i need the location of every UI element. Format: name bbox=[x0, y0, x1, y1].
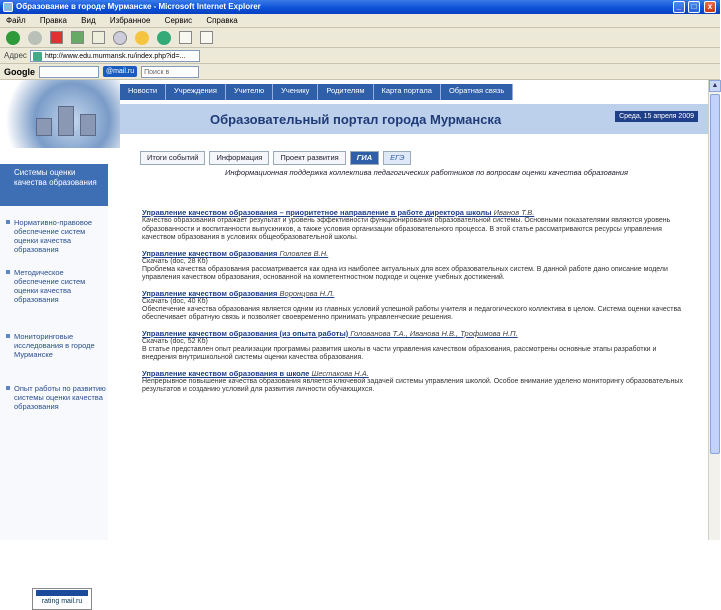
portal-title: Образовательный портал города Мурманска bbox=[210, 112, 502, 127]
address-input[interactable] bbox=[30, 50, 200, 62]
stop-button[interactable] bbox=[48, 30, 65, 46]
ie-app-icon bbox=[3, 2, 13, 12]
tab-gia[interactable]: ГИА bbox=[350, 151, 379, 165]
tab-development[interactable]: Проект развития bbox=[273, 151, 345, 165]
media-button[interactable] bbox=[155, 30, 173, 46]
scroll-up-arrow-icon[interactable]: ▲ bbox=[709, 80, 721, 92]
refresh-icon bbox=[71, 31, 84, 44]
mail-icon bbox=[179, 31, 192, 44]
article-title[interactable] bbox=[142, 249, 692, 258]
top-navigation bbox=[120, 84, 513, 100]
article-text: Непрерывное повышение качества образования является ключевой задачей системы управления школой. Особое внимание уделено мониторингу образовательных результатов и созданию условий для развития личности обучающихся. bbox=[142, 377, 683, 393]
address-label: Адрес bbox=[4, 51, 27, 60]
home-button[interactable] bbox=[90, 30, 107, 46]
nav-sitemap[interactable]: Карта портала bbox=[374, 84, 441, 100]
article-title-text[interactable]: Управление качеством образования bbox=[142, 288, 278, 298]
article-text: Качество образования отражает результат и уровень эффективности функционирования образовательной системы. Основными показателями являются уровень образованности и воспитанности выпускников, а также условия организации образовательного процесса. В этой статье рассматриваются ресурсы управления качеством образования в условиях общеобразовательной школы. bbox=[142, 217, 671, 241]
google-logo: Google bbox=[4, 66, 35, 77]
nav-student[interactable]: Ученику bbox=[273, 84, 318, 100]
page-subtitle: Информационная поддержка коллектива педагогических работников по вопросам оценки качества образования bbox=[225, 168, 629, 177]
sidebar-header[interactable]: Системы оценки качества образования bbox=[0, 164, 108, 206]
article bbox=[142, 369, 692, 395]
nav-news[interactable]: Новости bbox=[120, 84, 166, 100]
back-button[interactable] bbox=[4, 30, 22, 46]
internet-search-input[interactable]: Поиск в bbox=[141, 66, 199, 78]
address-url: http://www.edu.murmansk.ru/index.php?id=... bbox=[45, 52, 186, 60]
article-title-text[interactable]: Управление качеством образования – приоритетное направление в работе директора школы bbox=[142, 208, 492, 217]
article-file-link[interactable]: Скачать (doc, 40 Кб) bbox=[142, 297, 208, 305]
building-shape bbox=[36, 118, 52, 136]
tab-ege[interactable]: ЕГЭ bbox=[383, 151, 411, 165]
search-icon bbox=[113, 31, 127, 45]
menu-file[interactable]: Файл bbox=[6, 16, 26, 25]
article-title-text[interactable]: Управление качеством образования в школе bbox=[142, 368, 310, 378]
section-tabs bbox=[140, 151, 411, 165]
article-title[interactable] bbox=[142, 208, 692, 217]
article-author: Воронцова Н.Л. bbox=[279, 288, 335, 298]
print-button[interactable] bbox=[198, 30, 215, 46]
article-title-text[interactable]: Управление качеством образования (из опыта работы) bbox=[142, 328, 349, 338]
nav-feedback[interactable]: Обратная связь bbox=[441, 84, 513, 100]
article-title[interactable] bbox=[142, 369, 692, 378]
building-shape bbox=[80, 114, 96, 136]
menu-view[interactable]: Вид bbox=[81, 16, 96, 25]
rating-counter[interactable] bbox=[32, 588, 92, 610]
printer-icon bbox=[200, 31, 213, 44]
counter-label: rating mail.ru bbox=[41, 598, 83, 605]
menu-help[interactable]: Справка bbox=[206, 16, 238, 25]
article-title[interactable] bbox=[142, 329, 692, 338]
sidebar-item-methodical[interactable]: Методическое обеспечение систем оценки качества образования bbox=[6, 268, 106, 304]
building-shape bbox=[58, 106, 74, 136]
forward-arrow-icon bbox=[28, 31, 42, 45]
article-author: Иванов Т.В. bbox=[493, 208, 535, 217]
media-icon bbox=[157, 31, 171, 45]
back-arrow-icon bbox=[6, 31, 20, 45]
tab-events[interactable]: Итоги событий bbox=[140, 151, 205, 165]
scroll-thumb[interactable] bbox=[710, 94, 720, 454]
article-author: Шестакова Н.А. bbox=[311, 368, 369, 378]
favorites-button[interactable] bbox=[133, 30, 151, 46]
minimize-button[interactable]: _ bbox=[673, 1, 685, 13]
nav-teacher[interactable]: Учителю bbox=[226, 84, 273, 100]
mail-button[interactable] bbox=[177, 30, 194, 46]
article-file-link[interactable]: Скачать (doc, 28 Кб) bbox=[142, 257, 208, 265]
vertical-scrollbar[interactable] bbox=[708, 80, 720, 540]
google-toolbar bbox=[0, 64, 720, 80]
article-text: Обеспечение качества образования является одним из главных условий успешной работы учителя и педагогического коллектива в целом. Система оценки качества обеспечивает обратную связь и позволяет своевременно принимать управленческие решения. bbox=[142, 305, 682, 321]
menu-favorites[interactable]: Избранное bbox=[109, 16, 151, 25]
maximize-button[interactable]: □ bbox=[688, 1, 700, 13]
date-box: Среда, 15 апреля 2009 bbox=[615, 111, 698, 122]
page-viewport bbox=[0, 80, 708, 605]
site-logo[interactable] bbox=[0, 80, 120, 148]
close-button[interactable]: x bbox=[704, 1, 716, 13]
article bbox=[142, 289, 692, 323]
menubar bbox=[0, 14, 720, 28]
menu-edit[interactable]: Правка bbox=[39, 16, 67, 25]
nav-parents[interactable]: Родителям bbox=[318, 84, 373, 100]
sidebar-item-experience[interactable]: Опыт работы по развитию системы оценки качества образования bbox=[6, 384, 106, 411]
home-icon bbox=[92, 31, 105, 44]
article bbox=[142, 208, 692, 243]
nav-institutions[interactable]: Учреждения bbox=[166, 84, 226, 100]
article-file-link[interactable]: Скачать (doc, 52 Кб) bbox=[142, 337, 208, 345]
sidebar bbox=[0, 164, 108, 605]
star-icon bbox=[135, 31, 149, 45]
addressbar bbox=[0, 48, 720, 64]
sidebar-item-monitoring[interactable]: Мониторинговые исследования в городе Мурманске bbox=[6, 332, 106, 359]
search-button[interactable] bbox=[111, 30, 129, 46]
article-author: Головлев В.Н. bbox=[279, 248, 329, 258]
toolbar bbox=[0, 28, 720, 48]
page-icon bbox=[33, 52, 42, 61]
article-title[interactable] bbox=[142, 289, 692, 298]
stop-icon bbox=[50, 31, 63, 44]
refresh-button[interactable] bbox=[69, 30, 86, 46]
forward-button[interactable] bbox=[26, 30, 44, 46]
google-search-input[interactable] bbox=[39, 66, 99, 78]
article-title-text[interactable]: Управление качеством образования bbox=[142, 248, 278, 258]
tab-information[interactable]: Информация bbox=[209, 151, 269, 165]
article bbox=[142, 249, 692, 283]
counter-bar bbox=[36, 590, 88, 596]
window-titlebar bbox=[0, 0, 720, 14]
article-author: Голованова Т.А., Иванова Н.В., Трофимова Н.П. bbox=[350, 328, 518, 338]
site-banner bbox=[0, 80, 708, 148]
window-title: Образование в городе Мурманске - Microsoft Internet Explorer bbox=[16, 2, 261, 11]
mail-ru-badge[interactable]: @mail.ru bbox=[103, 66, 137, 77]
menu-tools[interactable]: Сервис bbox=[164, 16, 193, 25]
articles-list bbox=[142, 208, 692, 401]
article-text: В статье представлен опыт реализации программы развития школы в части управления качеством образования, рассмотрены основные этапы разработки и внедрения внутришкольной системы оценки качества образования. bbox=[142, 345, 657, 361]
sidebar-item-normative[interactable]: Нормативно-правовое обеспечение систем оценки качества образования bbox=[6, 218, 106, 254]
article bbox=[142, 329, 692, 363]
article-text: Проблема качества образования рассматривается как одна из наиболее актуальных для всех образовательных систем. В данной работе дано описание модели управления качеством образования, основанной на компетентностном подходе и оценке учебных достижений. bbox=[142, 265, 668, 281]
